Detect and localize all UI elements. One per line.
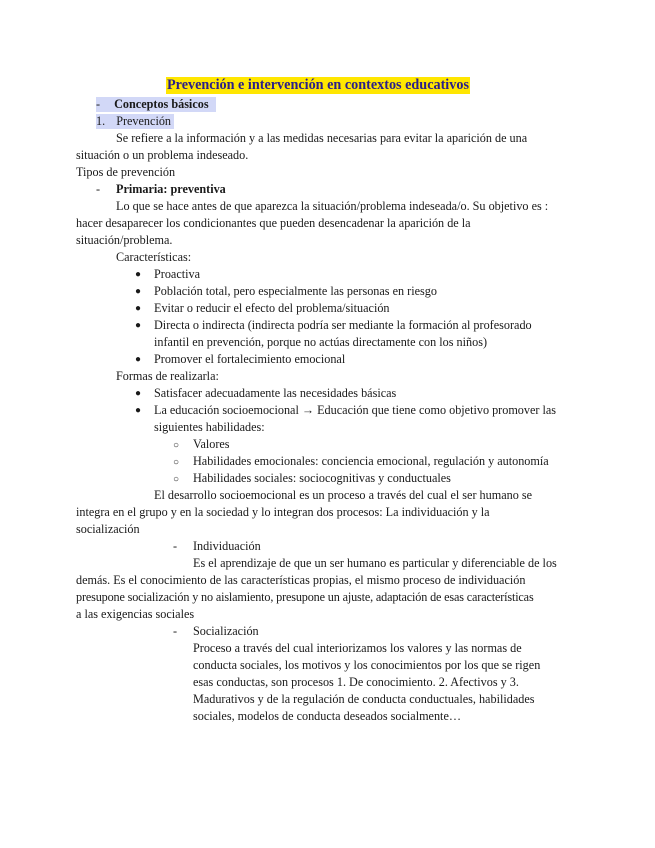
circle-marker: ○	[173, 474, 180, 485]
bullet-marker: ●	[135, 405, 142, 416]
text-line: demás. Es el conocimiento de las características propias, el mismo proceso de individuación	[76, 573, 526, 587]
text-line: Lo que se hace antes de que aparezca la situación/problema indeseada/o. Su objetivo es :	[116, 199, 549, 213]
list-item: Satisfacer adecuadamente las necesidades básicas	[154, 386, 397, 400]
bullet-marker: ●	[135, 388, 142, 399]
text-line: presupone socialización y no aislamiento, presupone un ajuste, adaptación de esas características	[76, 590, 534, 604]
document-title: Prevención e intervención en contextos educativos	[167, 77, 469, 93]
text-line: sociales, modelos de conducta deseados socialmente…	[193, 709, 462, 723]
text-line: Formas de realizarla:	[116, 369, 219, 383]
sub-list-item: Habilidades emocionales: conciencia emocional, regulación y autonomía	[193, 454, 549, 468]
heading-primaria: Primaria: preventiva	[116, 182, 226, 196]
list-item: Proactiva	[154, 267, 201, 281]
bullet-marker: ●	[135, 320, 142, 331]
heading-socializacion: Socialización	[193, 624, 259, 638]
list-item-continuation: infantil en prevención, porque no actúas directamente con los niños)	[154, 335, 488, 349]
text-line: Características:	[116, 250, 192, 264]
dash-marker: -	[96, 97, 101, 111]
dash-marker: -	[96, 182, 101, 196]
text-line: Madurativos y de la regulación de conducta conductuales, habilidades	[193, 692, 535, 706]
sub-list-item: Habilidades sociales: sociocognitivas y conductuales	[193, 471, 451, 485]
heading-individuacion: Individuación	[193, 539, 261, 553]
number-marker: 1.	[96, 114, 106, 128]
sub-list-item: Valores	[193, 437, 230, 451]
bullet-marker: ●	[135, 269, 142, 280]
dash-marker: -	[173, 539, 178, 553]
list-item-continuation: siguientes habilidades:	[154, 420, 265, 434]
heading-prevencion: Prevención	[116, 114, 172, 128]
bullet-marker: ●	[135, 286, 142, 297]
text-line: conducta sociales, los motivos y los conocimientos por los que se rigen	[193, 658, 541, 672]
list-item: Directa o indirecta (indirecta podría ser mediante la formación al profesorado	[154, 318, 532, 332]
text-line: Tipos de prevención	[76, 165, 176, 179]
text-line: Es el aprendizaje de que un ser humano es particular y diferenciable de los	[193, 556, 557, 570]
text-line: situación/problema.	[76, 233, 173, 247]
circle-marker: ○	[173, 440, 180, 451]
text-line: a las exigencias sociales	[76, 607, 195, 621]
text-line: integra en el grupo y en la sociedad y lo integran dos procesos: La individuación y la	[76, 505, 490, 519]
list-item: Población total, pero especialmente las personas en riesgo	[154, 284, 437, 298]
prevencion-highlight	[96, 114, 174, 129]
text-line: esas conductas, son procesos 1. De conocimiento. 2. Afectivos y 3.	[193, 675, 519, 689]
dash-marker: -	[173, 624, 178, 638]
list-item: Evitar o reducir el efecto del problema/situación	[154, 301, 390, 315]
text-line: hacer desaparecer los condicionantes que pueden desencadenar la aparición de la	[76, 216, 471, 230]
circle-marker: ○	[173, 457, 180, 468]
list-item: La educación socioemocional → Educación que tiene como objetivo promover las	[154, 403, 557, 417]
text-line: El desarrollo socioemocional es un proceso a través del cual el ser humano se	[154, 488, 533, 502]
text-line: socialización	[76, 522, 140, 536]
bullet-marker: ●	[135, 354, 142, 365]
heading-conceptos: Conceptos básicos	[114, 97, 209, 111]
text-line: Se refiere a la información y a las medidas necesarias para evitar la aparición de una	[116, 131, 528, 145]
text-line: situación o un problema indeseado.	[76, 148, 249, 162]
list-item: Promover el fortalecimiento emocional	[154, 352, 346, 366]
conceptos-highlight	[96, 97, 216, 112]
bullet-marker: ●	[135, 303, 142, 314]
text-line: Proceso a través del cual interiorizamos los valores y las normas de	[193, 641, 522, 655]
